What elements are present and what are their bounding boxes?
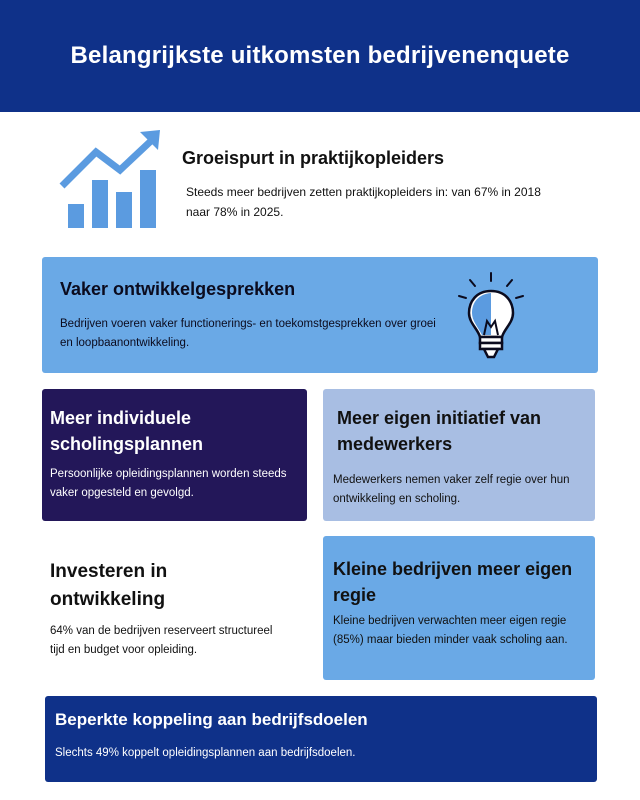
growth-text: Steeds meer bedrijven zetten praktijkopleiders in: van 67% in 2018 naar 78% in 2025. [186,185,541,219]
card-ontwikkelgesprekken [42,257,598,373]
page-title: Belangrijkste uitkomsten bedrijvenenquete [70,42,570,69]
card-koppeling-bedrijfsdoelen [45,696,597,782]
card-text: Kleine bedrijven verwachten meer eigen regie (85%) maar bieden minder vaak scholing aan. [333,615,568,646]
card-text: Slechts 49% koppelt opleidingsplannen aan bedrijfsdoelen. [55,747,356,759]
card-title: Meer eigen initiatief van medewerkers [337,408,542,454]
card-text: Bedrijven voeren vaker functionerings- en toekomstgesprekken over groei en loopbaanontwikkeling. [60,318,436,349]
card-title: Vaker ontwikkelgesprekken [60,279,296,299]
card-title: Beperkte koppeling aan bedrijfsdoelen [55,710,368,729]
card-scholingsplannen [42,389,307,521]
growth-title: Groeispurt in praktijkopleiders [182,148,445,168]
card-title: Kleine bedrijven meer eigen regie [333,559,573,605]
bar-chart-growth-icon [58,128,162,232]
lightbulb-icon [456,271,526,363]
card-eigen-initiatief [323,389,595,521]
investeren-text: 64% van de bedrijven reserveert structureel tijd en budget voor opleiding. [50,625,273,656]
investeren-title: Investeren in ontwikkeling [50,561,168,610]
card-title: Meer individuele scholingsplannen [50,408,204,454]
card-text: Persoonlijke opleidingsplannen worden steeds vaker opgesteld en gevolgd. [50,468,287,499]
header-banner [0,0,640,112]
card-kleine-bedrijven [323,536,595,680]
card-text: Medewerkers nemen vaker zelf regie over hun ontwikkeling en scholing. [333,474,570,505]
